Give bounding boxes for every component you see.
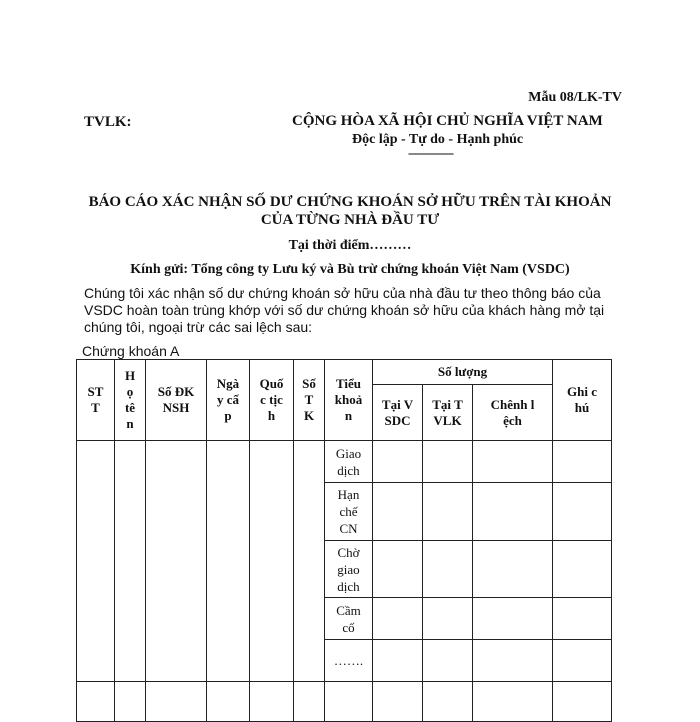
cell-tvlk <box>423 682 473 722</box>
cell-difference <box>473 682 553 722</box>
header-name: Họ tên <box>115 360 146 441</box>
cell-tvlk <box>423 640 473 682</box>
cell-account-no <box>294 682 325 722</box>
table-row <box>77 682 612 722</box>
security-subheading: Chứng khoán A <box>82 343 180 359</box>
cell-vsdc <box>373 640 423 682</box>
cell-vsdc <box>373 598 423 640</box>
motto: Độc lập - Tự do - Hạnh phúc <box>352 132 524 147</box>
cell-difference <box>473 640 553 682</box>
cell-issue-date <box>207 441 250 682</box>
form-code: Mẫu 08/LK-TV <box>528 90 622 105</box>
header-account-no: Số TK <box>294 360 325 441</box>
cell-note <box>553 598 612 640</box>
header-note: Ghi chú <box>553 360 612 441</box>
cell-tvlk <box>423 441 473 483</box>
category-trading: Giao dịch <box>325 441 373 483</box>
cell-stt <box>77 682 115 722</box>
intro-paragraph: Chúng tôi xác nhận số dư chứng khoán sở hữu của nhà đầu tư theo thông báo của VSDC hoàn toàn trùng khớp với số dư chứng khoán sở hữu của khách hàng mở tại chúng tôi, ngoại trừ các sai lệch sau: <box>84 285 605 335</box>
cell-account-no <box>294 441 325 682</box>
cell-vsdc <box>373 483 423 541</box>
cell-vsdc <box>373 682 423 722</box>
category-pledged: Cầm cố <box>325 598 373 640</box>
cell-stt <box>77 441 115 682</box>
report-title-line2: CỦA TỪNG NHÀ ĐẦU TƯ <box>260 212 440 228</box>
discrepancy-table <box>76 359 612 722</box>
cell-note <box>553 483 612 541</box>
cell-tvlk <box>423 598 473 640</box>
header-id-no: Số ĐKNSH <box>146 360 207 441</box>
cell-difference <box>473 483 553 541</box>
cell-note <box>553 441 612 483</box>
cell-vsdc <box>373 541 423 598</box>
separator-line: --------------- <box>408 146 453 160</box>
header-nationality: Quốc tịch <box>250 360 294 441</box>
cell-name <box>115 441 146 682</box>
cell-note <box>553 640 612 682</box>
category-other: ……. <box>325 640 373 682</box>
cell-tvlk <box>423 541 473 598</box>
header-issue-date: Ngày cấp <box>207 360 250 441</box>
cell-nationality <box>250 682 294 722</box>
cell-id-no <box>146 682 207 722</box>
header-at-tvlk: Tại TVLK <box>423 385 473 441</box>
category-restricted: Hạn chế CN <box>325 483 373 541</box>
header-stt: STT <box>77 360 115 441</box>
header-sub-account: Tiểu khoản <box>325 360 373 441</box>
header-at-vsdc: Tại VSDC <box>373 385 423 441</box>
cell-sub-account <box>325 682 373 722</box>
nation-name: CỘNG HÒA XÃ HỘI CHỦ NGHĨA VIỆT NAM <box>292 113 603 129</box>
header-quantity-group: Số lượng <box>373 360 553 385</box>
cell-note <box>553 541 612 598</box>
cell-id-no <box>146 441 207 682</box>
category-pending: Chờ giao dịch <box>325 541 373 598</box>
cell-tvlk <box>423 483 473 541</box>
report-title-line1: BÁO CÁO XÁC NHẬN SỐ DƯ CHỨNG KHOÁN SỞ HỮU TRÊN TÀI KHOẢN <box>88 194 612 210</box>
cell-difference <box>473 441 553 483</box>
table-header-row <box>77 360 612 385</box>
recipient-line: Kính gửi: Tổng công ty Lưu ký và Bù trừ chứng khoán Việt Nam (VSDC) <box>130 262 570 277</box>
cell-issue-date <box>207 682 250 722</box>
cell-difference <box>473 541 553 598</box>
cell-note <box>553 682 612 722</box>
cell-difference <box>473 598 553 640</box>
time-point: Tại thời điểm……… <box>288 238 412 253</box>
cell-name <box>115 682 146 722</box>
cell-vsdc <box>373 441 423 483</box>
cell-nationality <box>250 441 294 682</box>
tvlk-label: TVLK: <box>84 114 132 130</box>
table-row <box>77 441 612 483</box>
header-difference: Chênh lệch <box>473 385 553 441</box>
